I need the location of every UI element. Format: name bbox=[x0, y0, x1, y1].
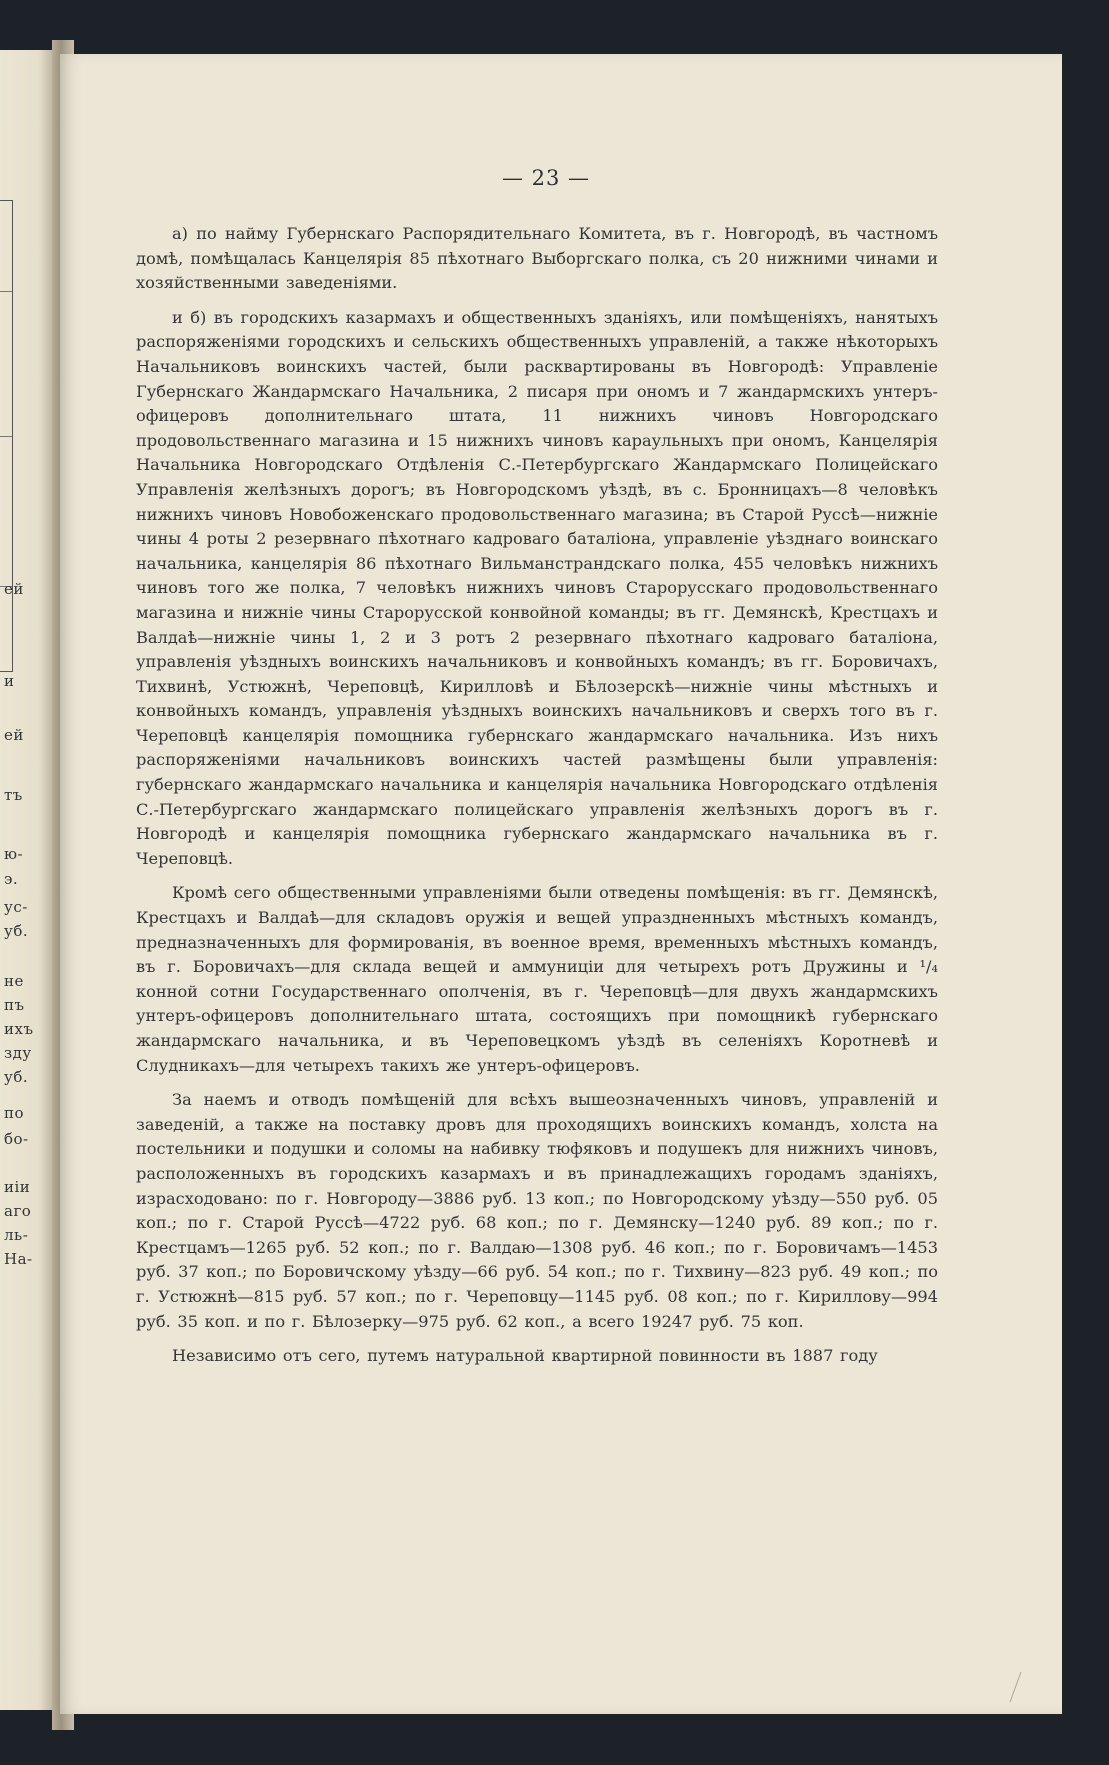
left-page-text: э. bbox=[4, 870, 19, 888]
page-corner-mark bbox=[1010, 1672, 1042, 1702]
page-number: — 23 — bbox=[501, 166, 591, 190]
left-page-text: уб. bbox=[4, 1068, 29, 1086]
page-body bbox=[136, 222, 938, 1379]
left-page-text: пъ bbox=[4, 996, 25, 1014]
left-page-text: по bbox=[4, 1104, 25, 1122]
left-page-text: На- bbox=[4, 1250, 33, 1268]
left-page-text: ю- bbox=[4, 845, 24, 863]
left-page-text: зду bbox=[4, 1044, 32, 1062]
paragraph-premises: Кромѣ сего общественными управленіями были отведены помѣщенія: въ гг. Демянскѣ, Крестцахъ и Валдаѣ—для складовъ оружія и вещей упраздненныхъ мѣстныхъ командъ, предназначенныхъ для формированія, въ военное время, временныхъ мѣстныхъ командъ, въ г. Боровичахъ—для склада вещей и аммуниціи для четырехъ ротъ Дружины и ¹/₄ конной сотни Государственнаго ополченія, въ г. Череповцѣ—для двухъ жандармскихъ унтеръ-офицеровъ дополнительнаго штата, состоящихъ при помощникѣ губернскаго жандармскаго начальника, и въ Череповецкомъ уѣздѣ въ селеніяхъ Коротневѣ и Слудникахъ—для четырехъ такихъ же унтеръ-офицеровъ. bbox=[136, 883, 938, 1075]
left-page-text: ей bbox=[4, 580, 24, 598]
left-page-text: иіи bbox=[4, 1178, 31, 1196]
paragraph-b: и б) въ городскихъ казармахъ и общественныхъ зданіяхъ, или помѣщеніяхъ, нанятыхъ распоряженіями городскихъ и сельскихъ общественныхъ управленій, а также нѣкоторыхъ Начальниковъ воинскихъ частей, были расквартированы въ Новгородѣ: Управленіе Губернскаго Жандармскаго Начальника, 2 писаря при ономъ и 7 жандармскихъ унтеръ-офицеровъ дополнительнаго штата, 11 нижнихъ чиновъ Новгородскаго продовольственнаго магазина и 15 нижнихъ чиновъ караульныхъ при ономъ, Канцелярія Начальника Новгородскаго Отдѣленія С.-Петербургскаго Жандармскаго Полицейскаго Управленія желѣзныхъ дорогъ; въ Новгородскомъ уѣздѣ, въ с. Бронницахъ—8 человѣкъ нижнихъ чиновъ Новобоженскаго продовольственнаго магазина; въ Старой Руссѣ—нижніе чины 4 роты 2 резервнаго пѣхотнаго кадроваго баталіона, управленіе уѣзднаго воинскаго начальника, канцелярія 86 пѣхотнаго Вильманстрандскаго полка, 455 человѣкъ нижнихъ чиновъ того же полка, 7 человѣкъ нижнихъ чиновъ Старорусскаго продовольственнаго магазина и нижніе чины Старорусской конвойной команды; въ гг. Демянскѣ, Крестцахъ и Валдаѣ—нижніе чины 1, 2 и 3 ротъ 2 резервнаго пѣхотнаго кадроваго баталіона, управленія уѣздныхъ воинскихъ начальниковъ и конвойныхъ командъ; въ гг. Боровичахъ, Тихвинѣ, Устюжнѣ, Череповцѣ, Кирилловѣ и Бѣлозерскѣ—нижніе чины мѣстныхъ и конвойныхъ командъ, управленія уѣздныхъ воинскихъ начальниковъ и сверхъ того въ г. Череповцѣ канцелярія помощника губернскаго жандармскаго начальника. Изъ нихъ распоряженіями начальниковъ воинскихъ частей размѣщены были управленія: губернскаго жандармскаго начальника и канцелярія начальника Новгородскаго отдѣленія С.-Петербургскаго жандармскаго полицейскаго управленія желѣзныхъ дорогъ въ г. Новгородѣ и канцелярія помощника губернскаго жандармскаго начальника въ г. Череповцѣ. bbox=[136, 307, 938, 868]
left-page-text: аго bbox=[4, 1202, 32, 1220]
left-page-text: ус- bbox=[4, 898, 28, 916]
left-page-text: бо- bbox=[4, 1130, 29, 1148]
previous-page-table-fragment bbox=[0, 200, 13, 672]
left-page-text: не bbox=[4, 972, 24, 990]
document-page bbox=[60, 54, 1062, 1714]
left-page-text: ль- bbox=[4, 1226, 29, 1244]
left-page-text: ихъ bbox=[4, 1020, 34, 1038]
paragraph-expenses: За наемъ и отводъ помѣщеній для всѣхъ вышеозначенныхъ чиновъ, управленій и заведеній, а также на поставку дровъ для проходящихъ воинскихъ командъ, холста на постельники и подушки и соломы на набивку тюфяковъ и подушекъ для нижнихъ чиновъ, расположенныхъ въ городскихъ казармахъ и въ принадлежащихъ городамъ зданіяхъ, израсходовано: по г. Новгороду—3886 руб. 13 коп.; по Новгородскому уѣзду—550 руб. 05 коп.; по г. Старой Руссѣ—4722 руб. 68 коп.; по г. Демянску—1240 руб. 89 коп.; по г. Крестцамъ—1265 руб. 52 коп.; по г. Валдаю—1308 руб. 46 коп.; по г. Боровичамъ—1453 руб. 37 коп.; по Боровичскому уѣзду—66 руб. 54 коп.; по г. Тихвину—823 руб. 49 коп.; по г. Устюжнѣ—815 руб. 57 коп.; по г. Череповцу—1145 руб. 08 коп.; по г. Кириллову—994 руб. 35 коп. и по г. Бѣлозерку—975 руб. 62 коп., а всего 19247 руб. 75 коп. bbox=[136, 1090, 938, 1331]
paragraph-a: а) по найму Губернскаго Распорядительнаго Комитета, въ г. Новгородѣ, въ частномъ домѣ, помѣщалась Канцелярія 85 пѣхотнаго Выборгскаго полка, съ 20 нижними чинами и хозяйственными заведеніями. bbox=[136, 224, 938, 293]
left-page-text: тъ bbox=[4, 786, 23, 804]
left-page-text: ей bbox=[4, 726, 24, 744]
paragraph-continuation: Независимо отъ сего, путемъ натуральной квартирной повинности въ 1887 году bbox=[172, 1346, 878, 1366]
previous-page-edge bbox=[0, 50, 55, 1710]
left-page-text: уб. bbox=[4, 922, 29, 940]
left-page-text: и bbox=[4, 672, 15, 690]
